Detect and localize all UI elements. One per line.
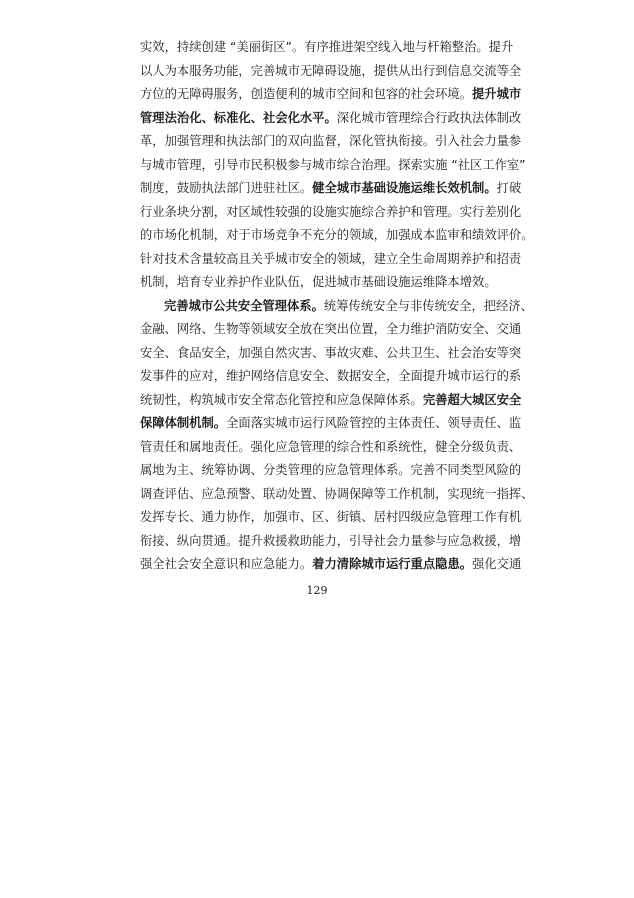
- bold-heading-run: 保障体制机制。: [140, 416, 227, 430]
- text-line: [140, 107, 522, 131]
- text-line: [140, 36, 514, 60]
- text-line: [140, 530, 522, 554]
- bold-heading-run: 健全城市基础设施运维长效机制。: [312, 181, 497, 195]
- text-line: [140, 318, 522, 342]
- body-text: [140, 36, 534, 577]
- bold-heading-run: 管理法治化、标准化、社会化水平。: [140, 110, 337, 125]
- text-run: 强全社会安全意识和应急能力。: [140, 557, 313, 571]
- text-line: [140, 412, 522, 436]
- text-run: 与城市管理，引导市民积极参与城市综合治理。探索实施 “社区工作室”: [140, 157, 526, 172]
- text-run: 全面落实城市运行风险管控的主体责任、领导责任、监: [226, 416, 522, 430]
- text-run: 行业条块分割，对区域性较强的设施实施综合养护和管理。实行差别化: [140, 204, 522, 219]
- text-line: [140, 506, 522, 530]
- text-run: 制度，鼓励执法部门进驻社区。: [140, 181, 313, 195]
- text-line: [140, 483, 534, 507]
- bold-heading-run: 提升城市: [472, 87, 522, 101]
- text-run: 打破: [496, 181, 522, 195]
- text-run: 发事件的应对，维护网络信息安全、数据安全，全面提升城市运行的系: [140, 369, 522, 383]
- text-run: 发挥专长、通力协作，加强市、区、街镇、居村四级应急管理工作有机: [140, 510, 522, 524]
- paragraph-first-line: [140, 295, 533, 319]
- text-run: 统韧性，构筑城市安全常态化管控和应急保障体系。: [140, 392, 423, 407]
- text-run: 实效，持续创建 “美丽街区”。有序推进架空线入地与杆箱整治。提升: [140, 40, 514, 54]
- text-line: [140, 248, 522, 272]
- text-line: [140, 60, 522, 84]
- text-run: 以人为本服务功能，完善城市无障碍设施，提供从出行到信息交流等全: [140, 63, 522, 78]
- bold-heading-run: 着力清除城市运行重点隐患。: [312, 557, 473, 571]
- text-line: [140, 177, 522, 201]
- text-line: [140, 83, 522, 107]
- text-run: 针对技术含量较高且关乎城市安全的领域，建立全生命周期养护和招责: [140, 251, 522, 266]
- text-run: 管责任和属地责任。强化应急管理的综合性和系统性，健全分级负责、: [140, 439, 522, 454]
- text-run: 金融、网络、生物等领域安全放在突出位置，全力维护消防安全、交通: [140, 322, 522, 336]
- text-run: 统筹传统安全与非传统安全，把经济、: [323, 298, 533, 313]
- bold-heading-run: 完善超大城区安全: [422, 392, 522, 407]
- text-line: [140, 553, 522, 577]
- text-run: 方位的无障碍服务，创造便利的城市空间和包容的社会环境。: [140, 87, 473, 101]
- text-line: [140, 436, 522, 460]
- text-run: 机制，培育专业养护作业队伍，促进城市基础设施运维降本增效。: [140, 275, 497, 289]
- page-number: 129: [306, 584, 328, 597]
- text-line: [140, 459, 522, 483]
- text-run: 的市场化机制，对于市场竞争不充分的领域，加强成本监审和绩效评价。: [140, 228, 534, 242]
- text-line: [140, 130, 522, 154]
- text-run: 强化交通: [472, 557, 522, 571]
- text-run: 安全、食品安全，加强自然灾害、事故灾难、公共卫生、社会治安等突: [140, 345, 522, 360]
- text-line: [140, 342, 522, 366]
- text-run: 革，加强管理和执法部门的双向监督，深化管执衔接。引入社会力量参: [140, 134, 522, 148]
- text-run: 属地为主、统筹协调、分类管理的应急管理体系。完善不同类型风险的: [140, 463, 522, 477]
- text-line: [140, 271, 497, 295]
- text-line: [140, 154, 526, 178]
- text-run: 衔接、纵向贯通。提升救援救助能力，引导社会力量参与应急救援，增: [140, 533, 522, 548]
- text-line: [140, 389, 522, 413]
- text-line: [140, 201, 522, 225]
- text-line: [140, 365, 522, 389]
- text-run: 调查评估、应急预警、联动处置、协调保障等工作机制，实现统一指挥、: [140, 486, 534, 501]
- text-line: [140, 224, 534, 248]
- text-run: 深化城市管理综合行政执法体制改: [336, 110, 522, 125]
- bold-heading-run: 完善城市公共安全管理体系。: [164, 298, 324, 313]
